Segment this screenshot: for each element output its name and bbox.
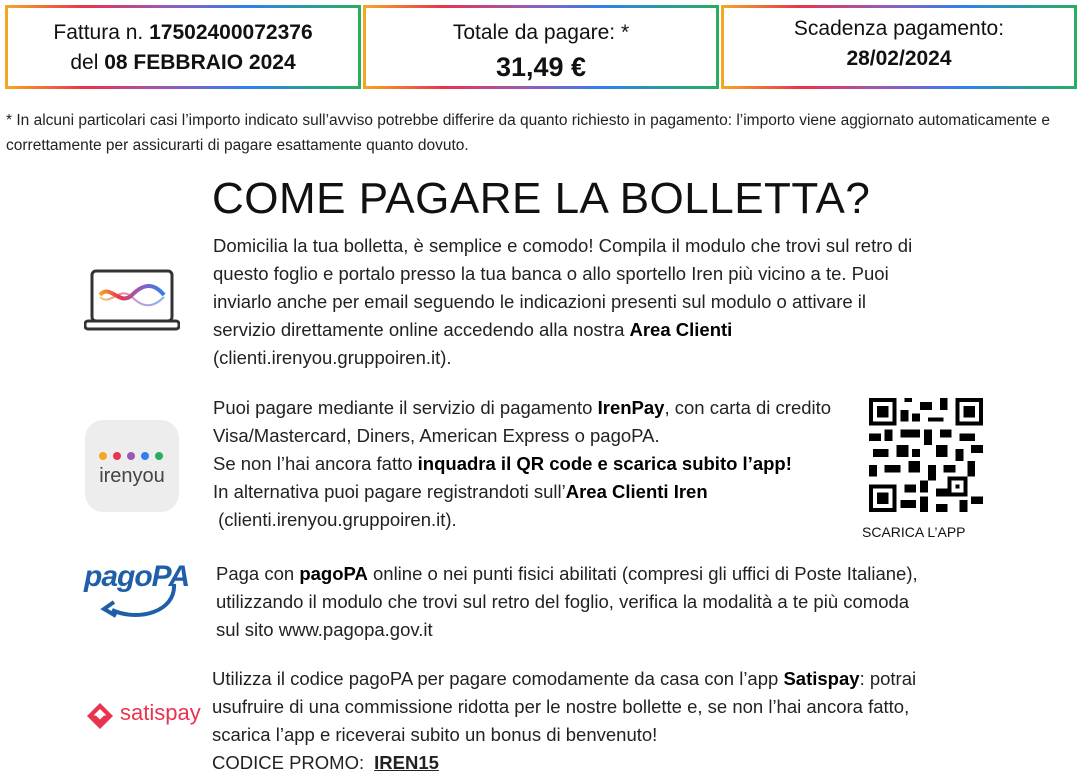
qr-cta: inquadra il QR code e scarica subito l’app!: [417, 453, 792, 474]
domiciliation-t2: (clienti.irenyou.gruppoiren.it).: [213, 347, 452, 368]
disclaimer-note: * In alcuni particolari casi l’importo indicato sull’avviso potrebbe differire da quanto richiesto in pagamento: l’importo viene aggiornato automaticamente e correttamente per assicurarti di pagare esattamente quanto dovuto.: [6, 112, 1050, 154]
due-box: [721, 5, 1077, 89]
pagopa-text: [216, 560, 936, 644]
irenyou-logo-text: irenyou: [99, 465, 165, 487]
irenpay-t3: Se non l’hai ancora fatto: [213, 453, 418, 474]
invoice-date-line: [8, 48, 358, 78]
invoice-prefix: Fattura n.: [53, 21, 144, 44]
total-label: Totale da pagare: *: [452, 21, 630, 44]
irenyou-dots-icon: [97, 450, 167, 462]
pagopa-label: pagoPA: [299, 563, 368, 584]
total-amount: 31,49 €: [495, 52, 587, 82]
laptop-icon: [84, 268, 180, 332]
invoice-box: [5, 5, 361, 89]
area-clienti-iren-label: Area Clienti Iren: [565, 481, 708, 502]
satispay-t2: : potrai usufruire di una commissione ridotta per le nostre bollette e, se non l’hai ancora fatto, scarica l’app e riceverai subito un bonus di benvenuto!: [212, 668, 917, 745]
satispay-t1: Utilizza il codice pagoPA per pagare comodamente da casa con l’app: [212, 668, 784, 689]
area-clienti-label: Area Clienti: [629, 319, 733, 340]
domiciliation-t1: Domicilia la tua bolletta, è semplice e comodo! Compila il modulo che trovi sul retro di questo foglio e portalo presso la tua banca o allo sportello Iren più vicino a te. Puoi inviarlo anche per email seguendo le indicazioni presenti sul modulo o attivare il servizio direttamente online accedendo alla nostra: [213, 235, 913, 340]
invoice-date: 08 FEBBRAIO 2024: [104, 51, 296, 74]
domiciliation-text: [213, 232, 913, 372]
irenpay-t2: , con carta di credito Visa/Mastercard, Diners, American Express o pagoPA.: [213, 397, 832, 446]
pagopa-t1: Paga con: [216, 563, 300, 584]
satispay-label: Satispay: [783, 668, 860, 689]
promo-code: IREN15: [374, 752, 439, 773]
pagopa-arrow-icon: [88, 578, 184, 624]
invoice-number-line: [8, 18, 358, 48]
irenpay-t1: Puoi pagare mediante il servizio di pagamento: [213, 397, 598, 418]
pagopa-logo-text: pagoPA: [84, 560, 190, 593]
irenpay-label: IrenPay: [597, 397, 665, 418]
page-title: COME PAGARE LA BOLLETTA?: [212, 174, 871, 223]
satispay-logo-text: satispay: [120, 700, 201, 725]
total-box: [363, 5, 719, 89]
qr-label: SCARICA L’APP: [862, 524, 966, 540]
satispay-mark-icon: [86, 702, 114, 730]
irenyou-app-icon: [85, 420, 179, 512]
irenpay-text: [213, 394, 833, 534]
satispay-text: [212, 665, 952, 777]
irenpay-t5: (clienti.irenyou.gruppoiren.it).: [218, 509, 457, 530]
due-label: Scadenza pagamento:: [793, 17, 1005, 40]
pagopa-logo: [84, 556, 190, 626]
satispay-logo: [86, 698, 210, 732]
qr-code-icon[interactable]: [868, 398, 984, 512]
irenpay-t4: In alternativa puoi pagare registrandoti sull’: [213, 481, 566, 502]
invoice-date-prefix: del: [70, 51, 99, 74]
invoice-number: 17502400072376: [149, 21, 313, 44]
promo-label: CODICE PROMO:: [212, 752, 365, 773]
pagopa-t2: online o nei punti fisici abilitati (compresi gli uffici di Poste Italiane), utilizzando il modulo che trovi sul retro del foglio, verifica la modalità a te più comoda sul sito www.pagopa.gov.it: [216, 563, 918, 640]
due-date: 28/02/2024: [846, 47, 952, 70]
